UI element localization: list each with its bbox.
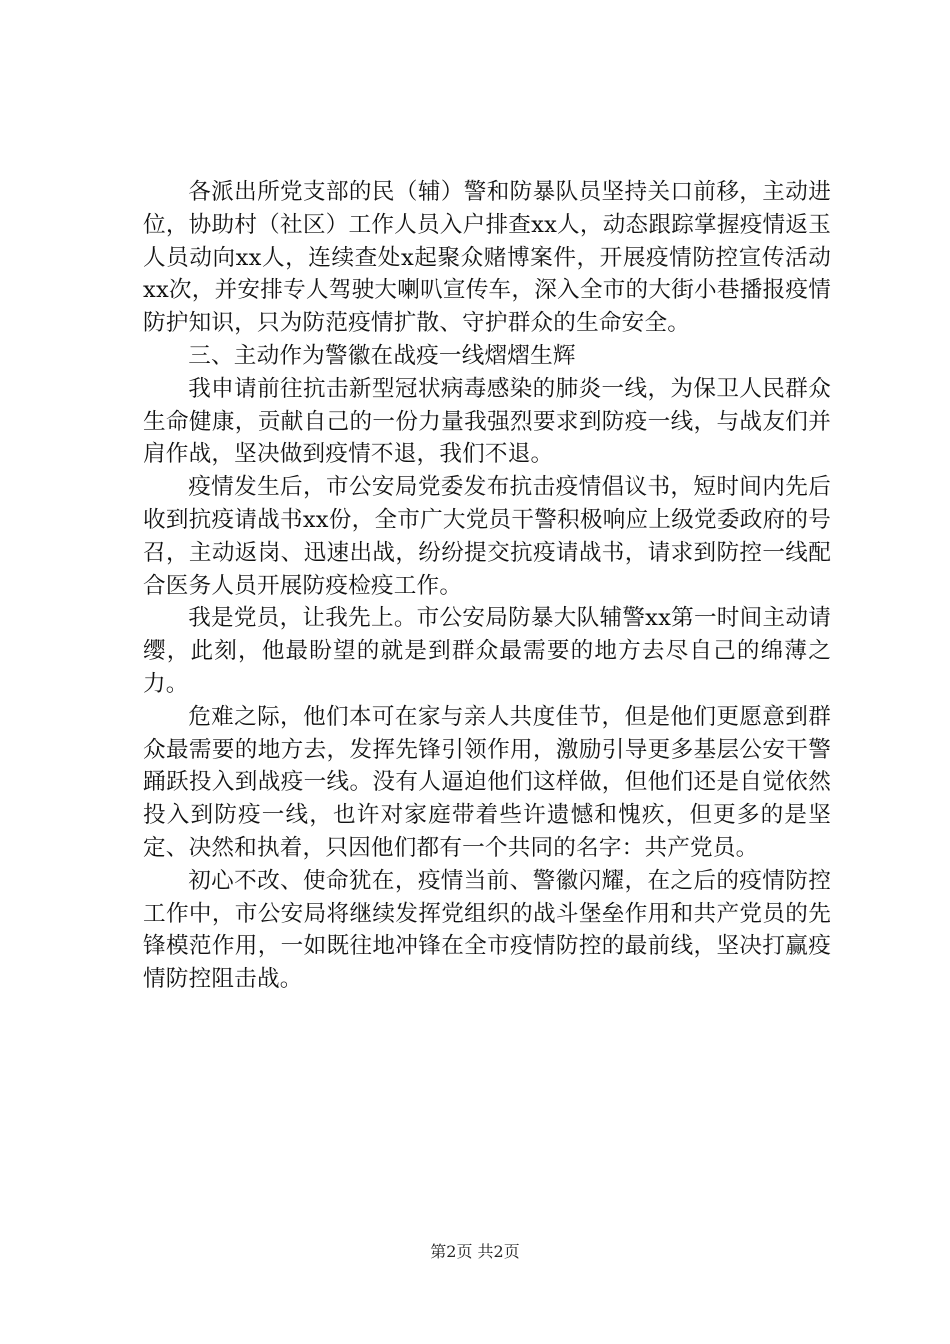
paragraph-6: 初心不改、使命犹在，疫情当前、警徽闪耀，在之后的疫情防控工作中，市公安局将继续发挥党组织的战斗堡垒作用和共产党员的先锋模范作用，一如既往地冲锋在全市疫情防控的最前线，坚决打赢疫情防控阻击战。 — [143, 867, 831, 993]
paragraph-2: 我申请前往抗击新型冠状病毒感染的肺炎一线，为保卫人民群众生命健康，贡献自己的一份力量我强烈要求到防疫一线，与战友们并肩作战，坚决做到疫情不退，我们不退。 — [143, 375, 831, 468]
paragraph-1: 各派出所党支部的民（辅）警和防暴队员坚持关口前移，主动进位，协助村（社区）工作人员入户排查xx人，动态跟踪掌握疫情返玉人员动向xx人，连续查处x起聚众赌博案件，开展疫情防控宣传活动xx次，并安排专人驾驶大喇叭宣传车，深入全市的大街小巷播报疫情防护知识，只为防范疫情扩散、守护群众的生命安全。 — [143, 179, 831, 337]
document-body — [143, 176, 831, 996]
page-number-footer: 第2页 共2页 — [430, 1242, 520, 1261]
paragraph-3: 疫情发生后，市公安局党委发布抗击疫情倡议书，短时间内先后收到抗疫请战书xx份，全市广大党员干警积极响应上级党委政府的号召，主动返岗、迅速出战，纷纷提交抗疫请战书，请求到防控一线配合医务人员开展防疫检疫工作。 — [143, 474, 831, 599]
paragraph-5: 危难之际，他们本可在家与亲人共度佳节，但是他们更愿意到群众最需要的地方去，发挥先锋引领作用，激励引导更多基层公安干警踊跃投入到战疫一线。没有人逼迫他们这样做，但他们还是自觉依然投入到防疫一线，也许对家庭带着些许遗憾和愧疚，但更多的是坚定、决然和执着，只因他们都有一个共同的名字：共产党员。 — [143, 703, 831, 861]
section-heading: 三、主动作为警徽在战疫一线熠熠生辉 — [188, 342, 576, 369]
paragraph-4: 我是党员，让我先上。市公安局防暴大队辅警xx第一时间主动请缨，此刻，他最盼望的就是到群众最需要的地方去尽自己的绵薄之力。 — [143, 605, 831, 697]
